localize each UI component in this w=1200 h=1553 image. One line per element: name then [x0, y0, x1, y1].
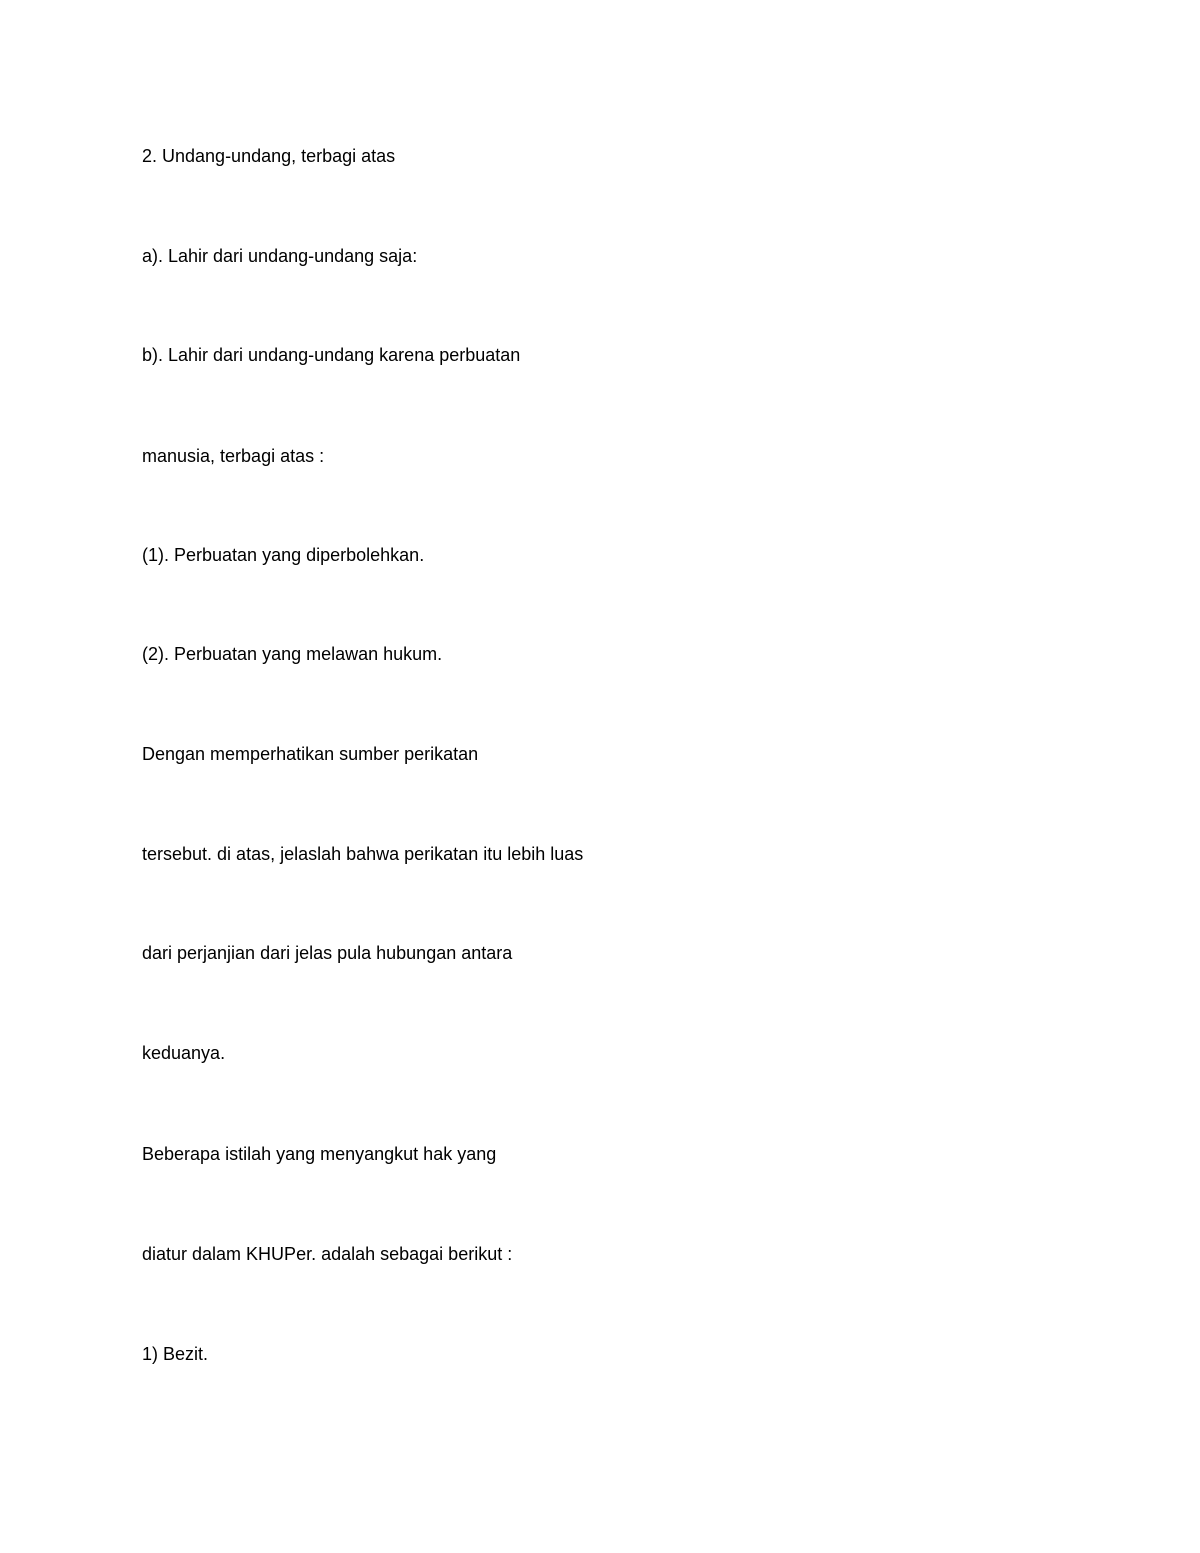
- text-line: manusia, terbagi atas :: [142, 446, 325, 466]
- text-line: Dengan memperhatikan sumber perikatan: [142, 744, 479, 764]
- text-line: 1) Bezit.: [142, 1344, 209, 1364]
- text-line: tersebut. di atas, jelaslah bahwa perikatan itu lebih luas: [142, 844, 584, 864]
- text-line: dari perjanjian dari jelas pula hubungan antara: [142, 943, 513, 963]
- text-line: 2. Undang-undang, terbagi atas: [142, 146, 396, 166]
- text-line: diatur dalam KHUPer. adalah sebagai berikut :: [142, 1244, 513, 1264]
- text-line: a). Lahir dari undang-undang saja:: [142, 246, 418, 266]
- text-line: Beberapa istilah yang menyangkut hak yang: [142, 1144, 497, 1164]
- text-line: b). Lahir dari undang-undang karena perbuatan: [142, 345, 521, 365]
- text-line: (2). Perbuatan yang melawan hukum.: [142, 644, 443, 664]
- text-line: (1). Perbuatan yang diperbolehkan.: [142, 545, 425, 565]
- text-line: keduanya.: [142, 1043, 226, 1063]
